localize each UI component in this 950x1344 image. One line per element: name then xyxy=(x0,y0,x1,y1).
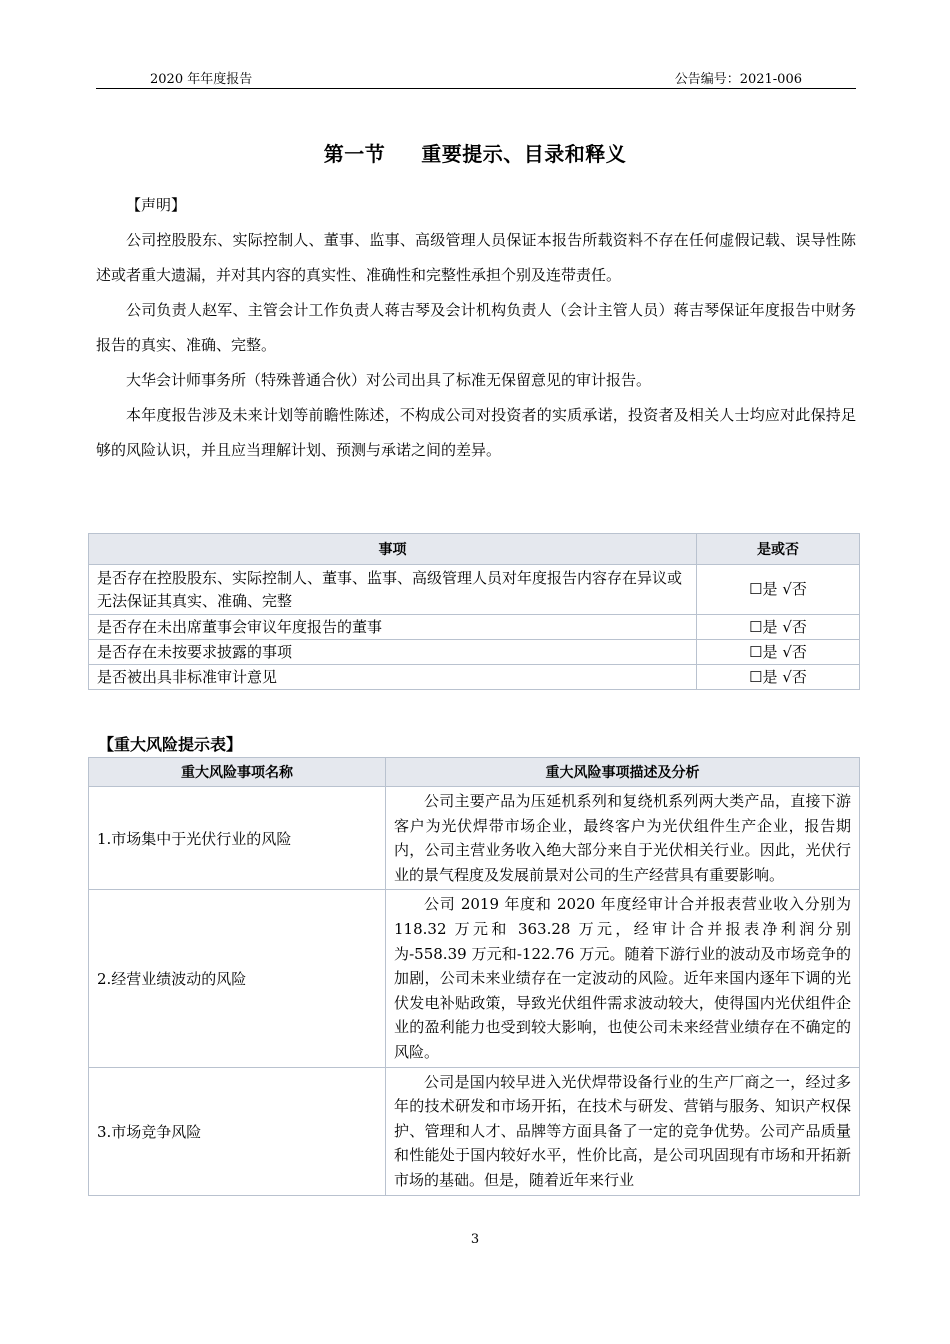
table-row xyxy=(89,615,860,640)
answer-cell: ☐是 √否 xyxy=(697,640,860,665)
item-cell: 是否存在未出席董事会审议年度报告的董事 xyxy=(89,615,697,640)
page-header xyxy=(96,64,856,89)
table-header-row xyxy=(89,758,860,787)
risk-description-cell: 公司 2019 年度和 2020 年度经审计合并报表营业收入分别为 118.32 万元和 363.28 万元，经审计合并报表净利润分别为-558.39 万元和-122.76 万元。随着下游行业的波动及市场竞争的加剧，公司未来业绩存在一定波动的风险。近年来国内逐年下调的光伏发电补贴政策，导致光伏组件需求波动较大，使得国内光伏组件企业的盈利能力也受到较大影响，也使公司未来经营业绩存在不确定的风险。 xyxy=(386,890,860,1067)
statement-paragraph: 公司负责人赵军、主管会计工作负责人蒋吉琴及会计机构负责人（会计主管人员）蒋吉琴保证年度报告中财务报告的真实、准确、完整。 xyxy=(96,301,856,354)
statement-section xyxy=(96,188,856,468)
statement-paragraph: 本年度报告涉及未来计划等前瞻性陈述，不构成公司对投资者的实质承诺，投资者及相关人士均应对此保持足够的风险认识，并且应当理解计划、预测与承诺之间的差异。 xyxy=(96,406,856,459)
risk-description-cell: 公司是国内较早进入光伏焊带设备行业的生产厂商之一，经过多年的技术研发和市场开拓，在技术与研发、营销与服务、知识产权保护、管理和人才、品牌等方面具备了一定的竞争优势。公司产品质量和性能处于国内较好水平，性价比高，是公司巩固现有市场和开拓新市场的基础。但是，随着近年来行业 xyxy=(386,1067,860,1195)
item-cell: 是否存在未按要求披露的事项 xyxy=(89,640,697,665)
column-header-risk-description: 重大风险事项描述及分析 xyxy=(386,758,860,787)
risk-table-heading: 【重大风险提示表】 xyxy=(98,735,243,754)
column-header-yes-no: 是或否 xyxy=(697,534,860,565)
table-row xyxy=(89,565,860,615)
table-header-row xyxy=(89,534,860,565)
table-row xyxy=(89,787,860,890)
risk-name-cell: 3.市场竞争风险 xyxy=(89,1067,386,1195)
major-risk-table xyxy=(88,757,860,1196)
answer-cell: ☐是 √否 xyxy=(697,565,860,615)
table-row xyxy=(89,665,860,690)
statement-paragraph: 公司控股股东、实际控制人、董事、监事、高级管理人员保证本报告所载资料不存在任何虚假记载、误导性陈述或者重大遗漏，并对其内容的真实性、准确性和完整性承担个别及连带责任。 xyxy=(96,231,856,284)
risk-name-cell: 1.市场集中于光伏行业的风险 xyxy=(89,787,386,890)
item-cell: 是否存在控股股东、实际控制人、董事、监事、高级管理人员对年度报告内容存在异议或无法保证其真实、准确、完整 xyxy=(89,565,697,615)
statement-paragraph: 大华会计师事务所（特殊普通合伙）对公司出具了标准无保留意见的审计报告。 xyxy=(126,371,652,389)
section-number: 第一节 xyxy=(323,142,386,166)
column-header-item: 事项 xyxy=(89,534,697,565)
page-number: 3 xyxy=(470,1232,480,1247)
answer-cell: ☐是 √否 xyxy=(697,615,860,640)
table-row xyxy=(89,1067,860,1195)
answer-cell: ☐是 √否 xyxy=(697,665,860,690)
risk-name-cell: 2.经营业绩波动的风险 xyxy=(89,890,386,1067)
statement-label: 【声明】 xyxy=(126,196,187,214)
header-report-title: 2020 年年度报告 xyxy=(150,72,253,87)
section-name: 重要提示、目录和释义 xyxy=(421,142,627,166)
header-announcement-number: 公告编号：2021-006 xyxy=(674,72,802,87)
disclosure-items-table xyxy=(88,533,860,690)
section-title xyxy=(0,138,950,167)
table-row xyxy=(89,890,860,1067)
table-row xyxy=(89,640,860,665)
column-header-risk-name: 重大风险事项名称 xyxy=(89,758,386,787)
risk-description-cell: 公司主要产品为压延机系列和复绕机系列两大类产品，直接下游客户为光伏焊带市场企业，最终客户为光伏组件生产企业，报告期内，公司主营业务收入绝大部分来自于光伏相关行业。因此，光伏行业的景气程度及发展前景对公司的生产经营具有重要影响。 xyxy=(386,787,860,890)
item-cell: 是否被出具非标准审计意见 xyxy=(89,665,697,690)
